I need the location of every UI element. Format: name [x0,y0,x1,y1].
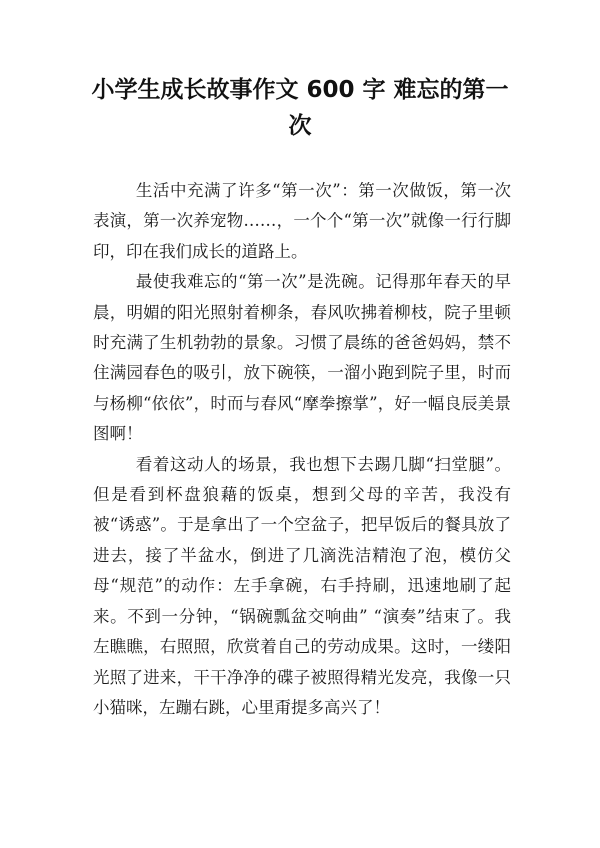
paragraph-morning-scene: 最使我难忘的“第一次”是洗碗。记得那年春天的早晨，明媚的阳光照射着柳条，春风吹拂着柳枝，院子里顿时充满了生机勃勃的景象。习惯了晨练的爸爸妈妈，禁不住满园春色的吸引，放下碗筷，一溜小跑到院子里，时而与杨柳“依依”，时而与春风“摩拳擦掌”，好一幅良辰美景图啊！ [93,272,511,444]
paragraph-intro: 生活中充满了许多“第一次”：第一次做饭，第一次表演，第一次养宠物……，一个个“第一次”就像一行行脚印，印在我们成长的道路上。 [93,181,511,261]
paragraph-washing-dishes: 看着这动人的场景，我也想下去踢几脚“扫堂腿”。但是看到杯盘狼藉的饭桌，想到父母的辛苦，我没有被“诱惑”。于是拿出了一个空盆子，把早饭后的餐具放了进去，接了半盆水，倒进了几滴洗洁精泡了泡，模仿父母“规范”的动作：左手拿碗，右手持刷，迅速地刷了起来。不到一分钟，“锅碗瓢盆交响曲” “演奏”结束了。我左瞧瞧，右照照，欣赏着自己的劳动成果。这时，一缕阳光照了进来，干干净净的碟子被照得精光发亮，我像一只小猫咪，左蹦右跳，心里甭提多高兴了！ [93,454,511,717]
document-title: 小学生成长故事作文 600 字 难忘的第一次 [91,77,509,139]
document-body [93,176,511,723]
